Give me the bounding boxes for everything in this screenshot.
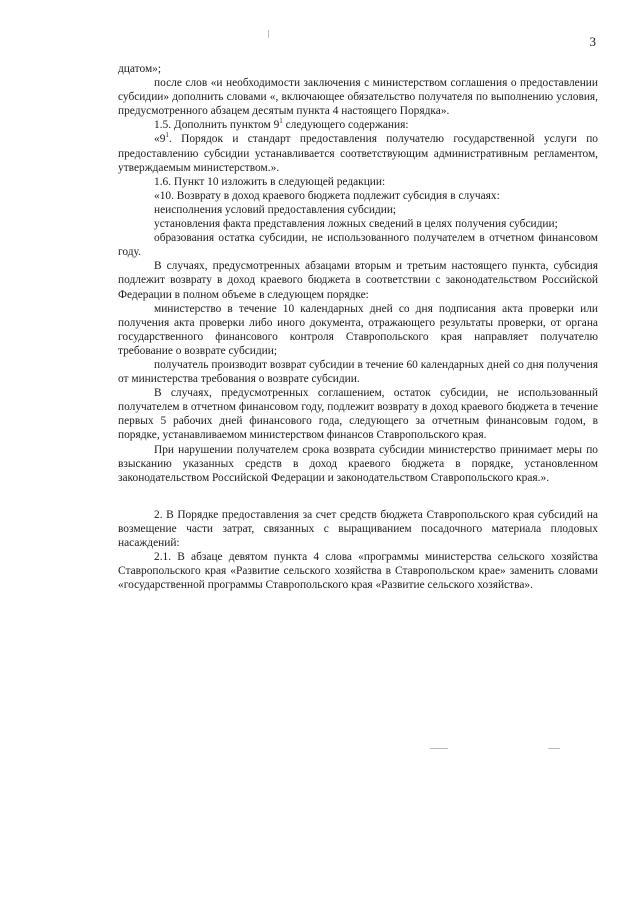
scan-artifact — [548, 748, 560, 749]
paragraph-text: «9 — [154, 133, 166, 146]
paragraph: получатель производит возврат субсидии в течение 60 календарных дней со дня получения от министерства требования о возврате субсидии. — [118, 358, 598, 386]
paragraph-clause-9-1 — [118, 132, 598, 174]
paragraph: после слов «и необходимости заключения с министерством соглашения о предоставлении субсидии» дополнить словами «, включающее обязательство получателя по выполнению условия, предусмотренного абзацем десятым пункта 4 настоящего Порядка». — [118, 77, 598, 118]
paragraph: образования остатка субсидии, не использованного получателем в отчетном финансовом году. — [118, 232, 598, 259]
scan-artifact — [268, 30, 269, 38]
paragraph: «10. Возврату в доход краевого бюджета подлежит субсидия в случаях: — [154, 189, 500, 202]
paragraph: В случаях, предусмотренных абзацами вторым и третьим настоящего пункта, субсидия подлежит возврату в доход краевого бюджета в соответствии с законодательством Российской Федерации в полном объеме в следующем порядке: — [118, 260, 598, 301]
scan-artifact — [430, 748, 448, 749]
paragraph-continuation: дцатом»; — [118, 63, 162, 75]
paragraph: 1.6. Пункт 10 изложить в следующей редакции: — [154, 175, 386, 188]
paragraph-text: . Порядок и стандарт предоставления получателю государственной услуги по предоставлению субсидии устанавливается соответствующим административным регламентом, утверждаемым министерством.». — [118, 133, 598, 174]
paragraph: министерство в течение 10 календарных дней со дня подписания акта проверки или получения акта проверки либо иного документа, отражающего результаты проверки, от органа государственного финансового контроля Ставропольского края направляет получателю требование о возврате субсидии; — [118, 302, 598, 357]
paragraph-text: следующего содержания: — [282, 119, 409, 132]
paragraph: неисполнения условий предоставления субсидии; — [154, 203, 397, 216]
paragraph: При нарушении получателем срока возврата субсидии министерство принимает меры по взысканию указанных средств в доход краевого бюджета в порядке, установленном законодательством Российской Федерации и законодательством Ставропольского края.». — [118, 443, 598, 484]
paragraph-section-2: 2. В Порядке предоставления за счет средств бюджета Ставропольского края субсидий на возмещение части затрат, связанных с выращиванием посадочного материала плодовых насаждений: — [118, 508, 598, 549]
superscript: 1 — [165, 131, 169, 140]
paragraph: 2.1. В абзаце девятом пункта 4 слова «программы министерства сельского хозяйства Ставропольского края «Развитие сельского хозяйства в Ставропольском крае» заменить словами «государственной программы Ставропольского края «Развитие сельского хозяйства». — [118, 551, 598, 592]
paragraph: установления факта представления ложных сведений в целях получения субсидии; — [154, 218, 558, 231]
document-body — [118, 62, 598, 592]
paragraph-text: 1.5. Дополнить пунктом 9 — [154, 119, 280, 132]
paragraph-clause-1-5 — [118, 118, 598, 132]
paragraph: В случаях, предусмотренных соглашением, остаток субсидии, не использованный получателем в отчетном финансовом году, подлежит возврату в доход краевого бюджета в течение первых 5 рабочих дней финансового года, следующего за отчетным финансовым годом, в порядке, устанавливаемом министерством финансов Ставропольского края. — [118, 387, 598, 442]
page-number: 3 — [589, 34, 596, 49]
superscript: 1 — [279, 117, 283, 126]
